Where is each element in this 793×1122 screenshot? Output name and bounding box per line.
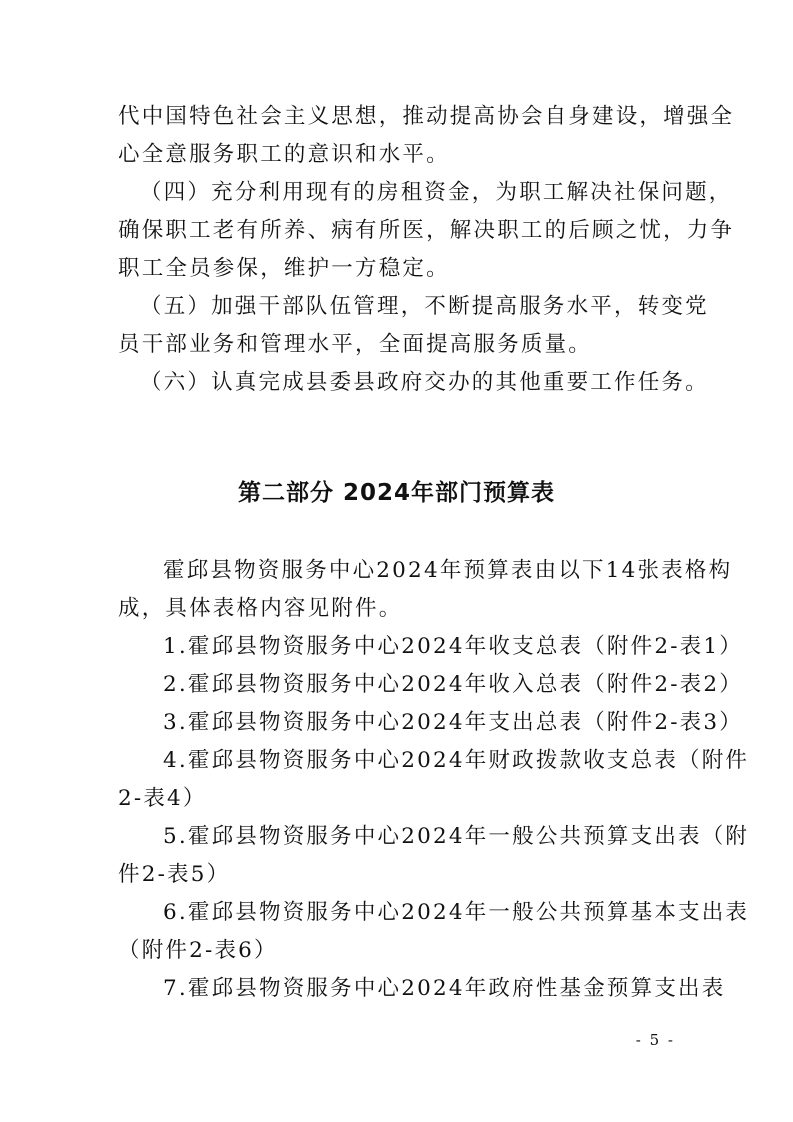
text-line: （四）充分利用现有的房租资金，为职工解决社保问题， — [140, 180, 733, 205]
text-line: （六）认真完成县委县政府交办的其他重要工作任务。 — [140, 370, 709, 395]
text-line: （五）加强干部队伍管理，不断提高服务水平，转变党 — [140, 294, 709, 319]
list-item: 5.霍邱县物资服务中心2024年一般公共预算支出表（附 — [163, 824, 750, 849]
text-line: 代中国特色社会主义思想，推动提高协会自身建设，增强全 — [118, 104, 735, 129]
text-line: 心全意服务职工的意识和水平。 — [118, 142, 450, 167]
text-line: 确保职工老有所养、病有所医，解决职工的后顾之忧，力争 — [118, 218, 735, 243]
list-item: 6.霍邱县物资服务中心2024年一般公共预算基本支出表 — [163, 900, 750, 925]
list-item: 1.霍邱县物资服务中心2024年收支总表（附件2-表1） — [163, 634, 743, 659]
section-heading: 第二部分 2024年部门预算表 — [237, 480, 556, 506]
list-item: 3.霍邱县物资服务中心2024年支出总表（附件2-表3） — [163, 710, 743, 735]
text-line: 职工全员参保，维护一方稳定。 — [118, 256, 450, 281]
list-item-continuation: 件2-表5） — [118, 862, 231, 887]
list-item: 4.霍邱县物资服务中心2024年财政拨款收支总表（附件 — [163, 748, 750, 773]
text-line: 霍邱县物资服务中心2024年预算表由以下14张表格构 — [163, 558, 733, 583]
page-number: - 5 - — [635, 1031, 675, 1049]
list-item-continuation: （附件2-表6） — [118, 938, 278, 963]
list-item: 2.霍邱县物资服务中心2024年收入总表（附件2-表2） — [163, 672, 743, 697]
text-line: 成，具体表格内容见附件。 — [118, 596, 403, 621]
list-item: 7.霍邱县物资服务中心2024年政府性基金预算支出表 — [163, 976, 726, 1001]
list-item-continuation: 2-表4） — [118, 786, 207, 811]
text-line: 员干部业务和管理水平，全面提高服务质量。 — [118, 332, 593, 357]
